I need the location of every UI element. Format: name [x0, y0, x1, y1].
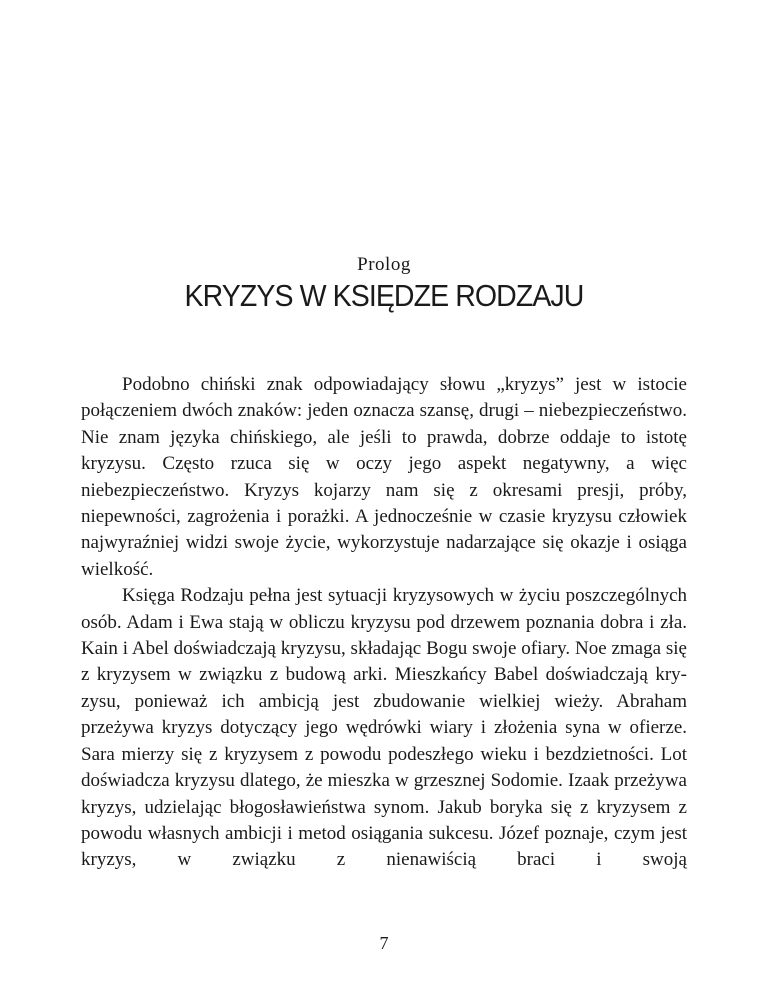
paragraph: Podobno chiński znak odpowiadający słowu „kryzys” jest w istocie połączeniem dwóch znaków: jeden oznacza szansę, drugi – niebezpieczeństwo. Nie znam języka chińskiego, ale jeśli to prawda, dobrze oddaje to istotę kryzysu. Często rzuca się w oczy jego aspekt negatywny, a więc niebezpieczeństwo. Kryzys kojarzy nam się z okresami presji, próby, niepewności, zagrożenia i porażki. A jednocześnie w czasie kryzysu człowiek najwyraźniej widzi swoje życie, wykorzystuje nadarzające się okazje i osiąga wielkość.	[81, 374, 687, 580]
chapter-title: KRYZYS W KSIĘDZE RODZAJU	[184, 278, 584, 313]
chapter-kicker: Prolog	[357, 254, 411, 275]
body-text	[81, 372, 687, 874]
page-number: 7	[379, 933, 389, 953]
paragraph: Księga Rodzaju pełna jest sytuacji kryzysowych w życiu poszczególnych osób. Adam i Ewa stają w obliczu kryzysu pod drzewem poznania dobra i zła. Kain i Abel doświadczają kryzysu, składając Bogu swoje ofiary. Noe zmaga się z kryzysem w związku z budową arki. Mieszkańcy Babel doświadczają kryzysu, ponieważ ich ambicją jest zbudowanie wielkiej wieży. Abraham przeżywa kryzys dotyczący jego wędrówki wiary i złożenia syna w ofierze. Sara mierzy się z kryzysem z powodu podeszłego wieku i bezdzietności. Lot doświadcza kryzysu dlatego, że mieszka w grzesznej Sodomie. Izaak przeżywa kryzys, udzielając błogosławieństwa synom. Jakub boryka się z kryzysem z powodu własnych ambicji i metod osiągania sukcesu. Józef poznaje, czym jest kryzys, w związku z nienawiścią braci i swoją	[81, 585, 687, 871]
